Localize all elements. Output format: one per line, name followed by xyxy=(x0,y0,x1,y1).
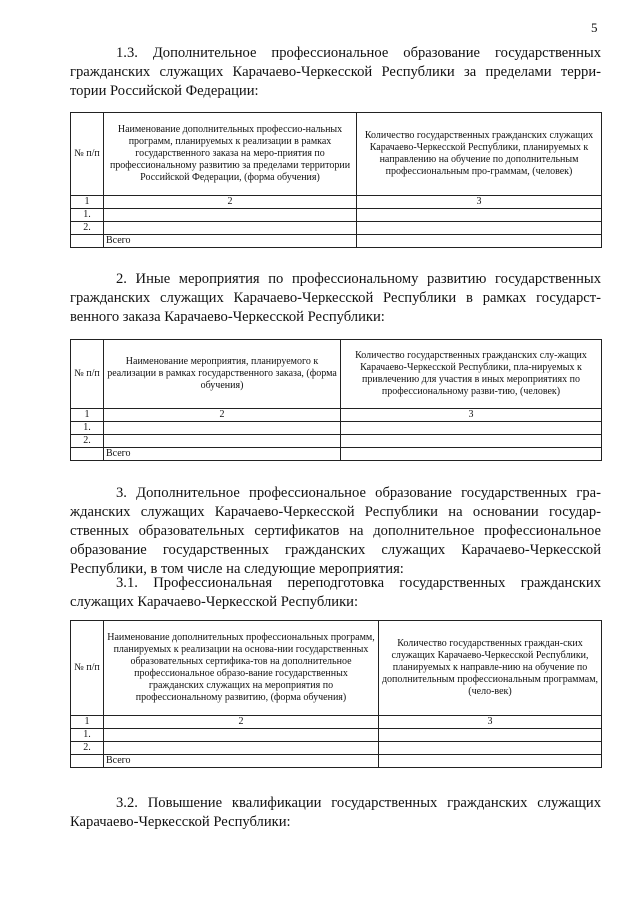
empty-cell xyxy=(341,422,602,435)
total-label: Всего xyxy=(104,755,379,768)
text-line: Карачаево-Черкесской Республики: xyxy=(70,814,291,830)
numbering-cell: 2 xyxy=(104,196,357,209)
table-header-row xyxy=(71,113,602,196)
table-header-row xyxy=(71,621,602,716)
text-line: 3.2. Повышение квалификации государственных гражданских служащих xyxy=(116,795,601,811)
empty-cell xyxy=(71,235,104,248)
text-line: 2. Иные мероприятия по профессиональному развитию государственных xyxy=(116,271,601,287)
text-line: венного заказа Карачаево-Черкесской Республики: xyxy=(70,309,385,325)
text-line: 1.3. Дополнительное профессиональное образование государственных xyxy=(116,45,601,61)
numbering-cell: 3 xyxy=(357,196,602,209)
column-header-number: № п/п xyxy=(71,621,104,716)
table-total-row xyxy=(71,448,602,461)
text-line: гражданских служащих Карачаево-Черкесской Республики в рамках государст- xyxy=(70,290,601,306)
text-line: жданских служащих Карачаево-Черкесской Республики на основании государ- xyxy=(70,504,601,520)
empty-cell xyxy=(104,435,341,448)
table-total-row xyxy=(71,755,602,768)
numbering-cell: 1 xyxy=(71,409,104,422)
section-3-2-heading xyxy=(70,794,601,832)
total-label: Всего xyxy=(104,235,357,248)
section-1-3-heading xyxy=(70,44,601,101)
numbering-cell: 2 xyxy=(104,409,341,422)
numbering-cell: 3 xyxy=(341,409,602,422)
row-number-cell: 2. xyxy=(71,742,104,755)
row-number-cell: 1. xyxy=(71,422,104,435)
table-2 xyxy=(70,339,602,461)
table-row xyxy=(71,435,602,448)
section-2-heading xyxy=(70,270,601,327)
table-row xyxy=(71,209,602,222)
column-header-number: № п/п xyxy=(71,113,104,196)
table-header-row xyxy=(71,340,602,409)
empty-cell xyxy=(379,742,602,755)
text-line: служащих Карачаево-Черкесской Республики: xyxy=(70,594,359,610)
page-number: 5 xyxy=(591,20,598,35)
empty-cell xyxy=(104,209,357,222)
empty-cell xyxy=(357,222,602,235)
empty-cell xyxy=(104,729,379,742)
table-1-3 xyxy=(70,112,602,248)
empty-cell xyxy=(71,755,104,768)
text-line: гражданских служащих Карачаево-Черкесской Республики за пределами терри- xyxy=(70,64,601,80)
row-number-cell: 2. xyxy=(71,435,104,448)
empty-cell xyxy=(71,448,104,461)
empty-cell xyxy=(104,742,379,755)
empty-cell xyxy=(379,729,602,742)
column-header-program: Наименование дополнительных профессио-нальных программ, планируемых к реализации в рамках государственного заказа на меро-приятия по профессиональному развитию за пределами территории Российской Федерации, (форма обучения) xyxy=(104,113,357,196)
text-line: Республики, в том числе на следующие мероприятия: xyxy=(70,561,404,577)
row-number-cell: 1. xyxy=(71,209,104,222)
table-row xyxy=(71,742,602,755)
text-line: образование государственных гражданских служащих Карачаево-Черкесской xyxy=(70,542,601,558)
column-header-number: № п/п xyxy=(71,340,104,409)
empty-cell xyxy=(379,755,602,768)
empty-cell xyxy=(341,435,602,448)
column-header-count: Количество государственных граждан-ских служащих Карачаево-Черкесской Республики, планируемых к направле-нию на обучение по дополнительным профессиональным программам, (чело-век) xyxy=(379,621,602,716)
table-numbering-row xyxy=(71,716,602,729)
numbering-cell: 1 xyxy=(71,716,104,729)
table-total-row xyxy=(71,235,602,248)
empty-cell xyxy=(104,222,357,235)
table-3-1 xyxy=(70,620,602,768)
text-line: 3. Дополнительное профессиональное образование государственных гра- xyxy=(116,485,601,501)
numbering-cell: 3 xyxy=(379,716,602,729)
table-numbering-row xyxy=(71,409,602,422)
empty-cell xyxy=(341,448,602,461)
empty-cell xyxy=(357,235,602,248)
total-label: Всего xyxy=(104,448,341,461)
column-header-program: Наименование дополнительных профессиональных программ, планируемых к реализации на основа-нии государственных образовательных сертифика-тов на дополнительное профессиональное образо-вание государственных гражданских служащих на мероприятия по профессиональному развитию, (форма обучения) xyxy=(104,621,379,716)
text-line: тории Российской Федерации: xyxy=(70,83,259,99)
numbering-cell: 1 xyxy=(71,196,104,209)
text-line: 3.1. Профессиональная переподготовка государственных гражданских xyxy=(116,575,601,591)
table-numbering-row xyxy=(71,196,602,209)
table-row xyxy=(71,729,602,742)
section-3-1-heading xyxy=(70,574,601,612)
column-header-activity: Наименование мероприятия, планируемого к реализации в рамках государственного заказа, (форма обучения) xyxy=(104,340,341,409)
column-header-count: Количество государственных гражданских слу-жащих Карачаево-Черкесской Республики, пла-нируемых к привлечению для участия в иных мероприятиях по профессиональному разви-тию, (человек) xyxy=(341,340,602,409)
row-number-cell: 2. xyxy=(71,222,104,235)
table-row xyxy=(71,422,602,435)
row-number-cell: 1. xyxy=(71,729,104,742)
numbering-cell: 2 xyxy=(104,716,379,729)
section-3-heading xyxy=(70,484,601,579)
empty-cell xyxy=(357,209,602,222)
table-row xyxy=(71,222,602,235)
text-line: ственных образовательных сертификатов на дополнительное профессиональное xyxy=(70,523,601,539)
empty-cell xyxy=(104,422,341,435)
column-header-count: Количество государственных гражданских служащих Карачаево-Черкесской Республики, планируемых к направлению на обучение по дополнительным профессиональным про-граммам, (человек) xyxy=(357,113,602,196)
